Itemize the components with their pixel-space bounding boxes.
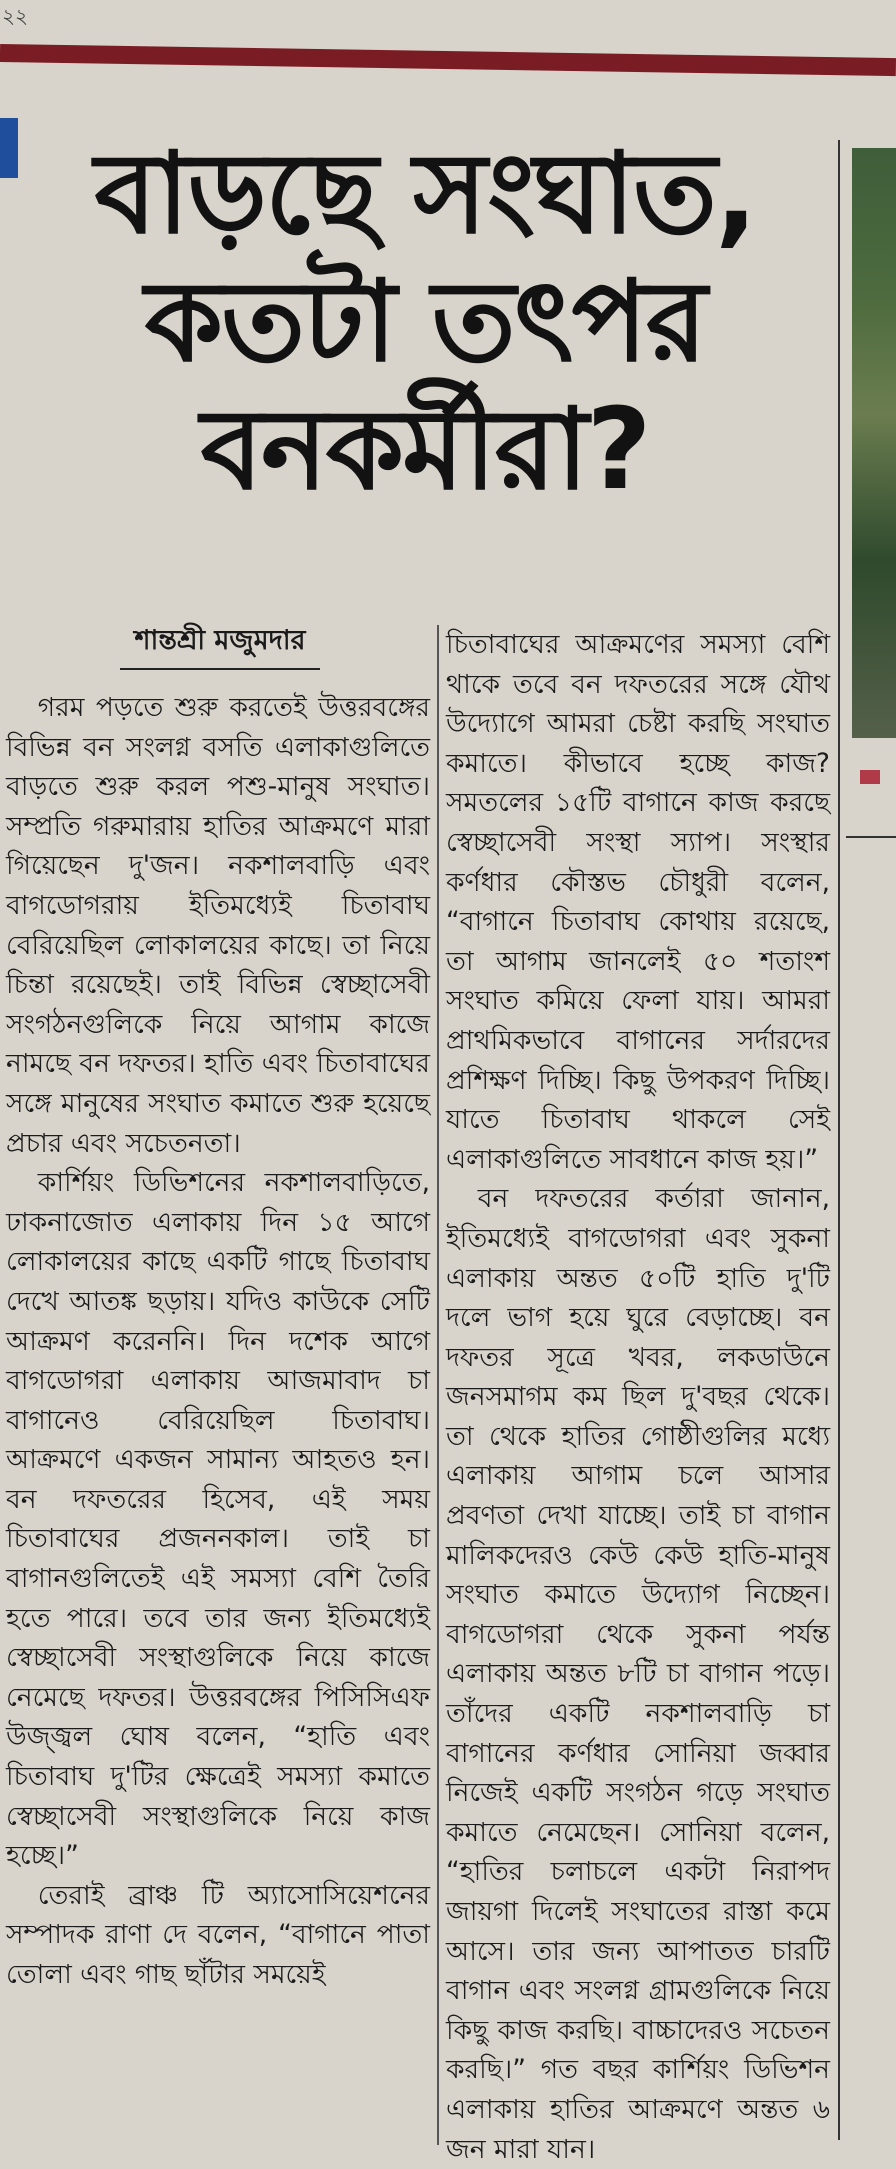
paragraph: তেরাই ব্রাঞ্চ টি অ্যাসোসিয়েশনের সম্পাদক রাণা দে বলেন, “বাগানে পাতা তোলা এবং গাছ ছাঁটার সময়েই bbox=[6, 1879, 430, 1990]
byline-underline bbox=[120, 668, 320, 670]
page-number: ২২ bbox=[2, 4, 29, 28]
paragraph: কার্শিয়ং ডিভিশনের নকশালবাড়িতে, ঢাকনাজোত এলাকায় দিন ১৫ আগে লোকালয়ের কাছে একটি গাছে চিতাবাঘ দেখে আতঙ্ক ছড়ায়। যদিও কাউকে সেটি আক্রমণ করেননি। দিন দশেক আগে বাগডোগরা এলাকায় আজমাবাদ চা বাগানেও বেরিয়েছিল চিতাবাঘ। আক্রমণে একজন সামান্য আহতও হন। বন দফতরের হিসেব, এই সময় চিতাবাঘের প্রজননকাল। তাই চা বাগানগুলিতেই এই সমস্যা বেশি তৈরি হতে পারে। তবে তার জন্য ইতিমধ্যেই স্বেচ্ছাসেবী সংস্থাগুলিকে নিয়ে কাজে নেমেছে দফতর। উত্তরবঙ্গের পিসিসিএফ উজ্জ্বল ঘোষ বলেন, “হাতি এবং চিতাবাঘ দু'টির ক্ষেত্রেই সমস্যা কমাতে স্বেচ্ছাসেবী সংস্থাগুলিকে নিয়ে কাজ হচ্ছে।” bbox=[6, 1167, 430, 1872]
column-divider bbox=[437, 625, 439, 2145]
headline bbox=[20, 130, 830, 514]
headline-line-3: বনকর্মীরা? bbox=[200, 385, 650, 515]
paragraph: গরম পড়তে শুরু করতেই উত্তরবঙ্গের বিভিন্ন বন সংলগ্ন বসতি এলাকাগুলিতে বাড়তে শুরু করল পশু-মানুষ সংঘাত। সম্প্রতি গরুমারায় হাতির আক্রমণে মারা গিয়েছেন দু'জন। নকশালবাড়ি এবং বাগডোগরায় ইতিমধ্যেই চিতাবাঘ বেরিয়েছিল লোকালয়ের কাছে। তা নিয়ে চিন্তা রয়েছেই। তাই বিভিন্ন স্বেচ্ছাসেবী সংগঠনগুলিকে নিয়ে আগাম কাজে নামছে বন দফতর। হাতি এবং চিতাবাঘের সঙ্গে মানুষের সংঘাত কমাতে শুরু হয়েছে প্রচার এবং সচেতনতা। bbox=[6, 692, 430, 1159]
blue-margin-mark bbox=[0, 118, 18, 178]
red-header-rule bbox=[0, 44, 896, 76]
paragraph: বন দফতরের কর্তারা জানান, ইতিমধ্যেই বাগডোগরা এবং সুকনা এলাকায় অন্তত ৫০টি হাতি দু'টি দলে ভাগ হয়ে ঘুরে বেড়াচ্ছে। বন দফতর সূত্রে খবর, লকডাউনে জনসমাগম কম ছিল দু'বছর থেকে। তা থেকে হাতির গোষ্ঠীগুলির মধ্যে এলাকায় আগাম চলে আসার প্রবণতা দেখা যাচ্ছে। তাই চা বাগান মালিকদেরও কেউ কেউ হাতি-মানুষ সংঘাত কমাতে উদ্যোগ নিচ্ছেন। বাগডোগরা থেকে সুকনা পর্যন্ত এলাকায় অন্তত ৮টি চা বাগান পড়ে। তাঁদের একটি নকশালবাড়ি চা বাগানের কর্ণধার সোনিয়া জব্বার নিজেই একটি সংগঠন গড়ে সংঘাত কমাতে নেমেছেন। সোনিয়া বলেন, “হাতির চলাচলে একটা নিরাপদ জায়গা দিলেই সংঘাতের রাস্তা কমে আসে। তার জন্য আপাতত চারটি বাগান এবং সংলগ্ন গ্রামগুলিকে নিয়ে কিছু কাজ করছি। বাচ্চাদেরও সচেতন করছি।” গত বছর কার্শিয়ং ডিভিশন এলাকায় হাতির আক্রমণে অন্তত ৬ জন মারা যান। bbox=[446, 1183, 830, 2165]
article-column-right bbox=[446, 625, 830, 2169]
adjacent-red-marker bbox=[860, 770, 880, 784]
adjacent-photo-strip bbox=[852, 148, 896, 738]
headline-line-1: বাড়ছে সংঘাত, bbox=[94, 129, 756, 259]
paragraph: চিতাবাঘের আক্রমণের সমস্যা বেশি থাকে তবে বন দফতরের সঙ্গে যৌথ উদ্যোগে আমরা চেষ্টা করছি সংঘাত কমাতে। কীভাবে হচ্ছে কাজ? সমতলের ১৫টি বাগানে কাজ করছে স্বেচ্ছাসেবী সংস্থা স্যাপ। সংস্থার কর্ণধার কৌস্তভ চৌধুরী বলেন, “বাগানে চিতাবাঘ কোথায় রয়েছে, তা আগাম জানলেই ৫০ শতাংশ সংঘাত কমিয়ে ফেলা যায়। আমরা প্রাথমিকভাবে বাগানের সর্দারদের প্রশিক্ষণ দিচ্ছি। কিছু উপকরণ দিচ্ছি। যাতে চিতাবাঘ থাকলে সেই এলাকাগুলিতে সাবধানে কাজ হয়।” bbox=[446, 629, 830, 1175]
column-rule-right bbox=[838, 140, 840, 2140]
byline: শান্তশ্রী মজুমদার bbox=[134, 625, 306, 656]
headline-line-2: কতটা তৎপর bbox=[144, 257, 706, 387]
article-column-left bbox=[6, 688, 430, 1995]
adjacent-rule bbox=[846, 836, 896, 838]
